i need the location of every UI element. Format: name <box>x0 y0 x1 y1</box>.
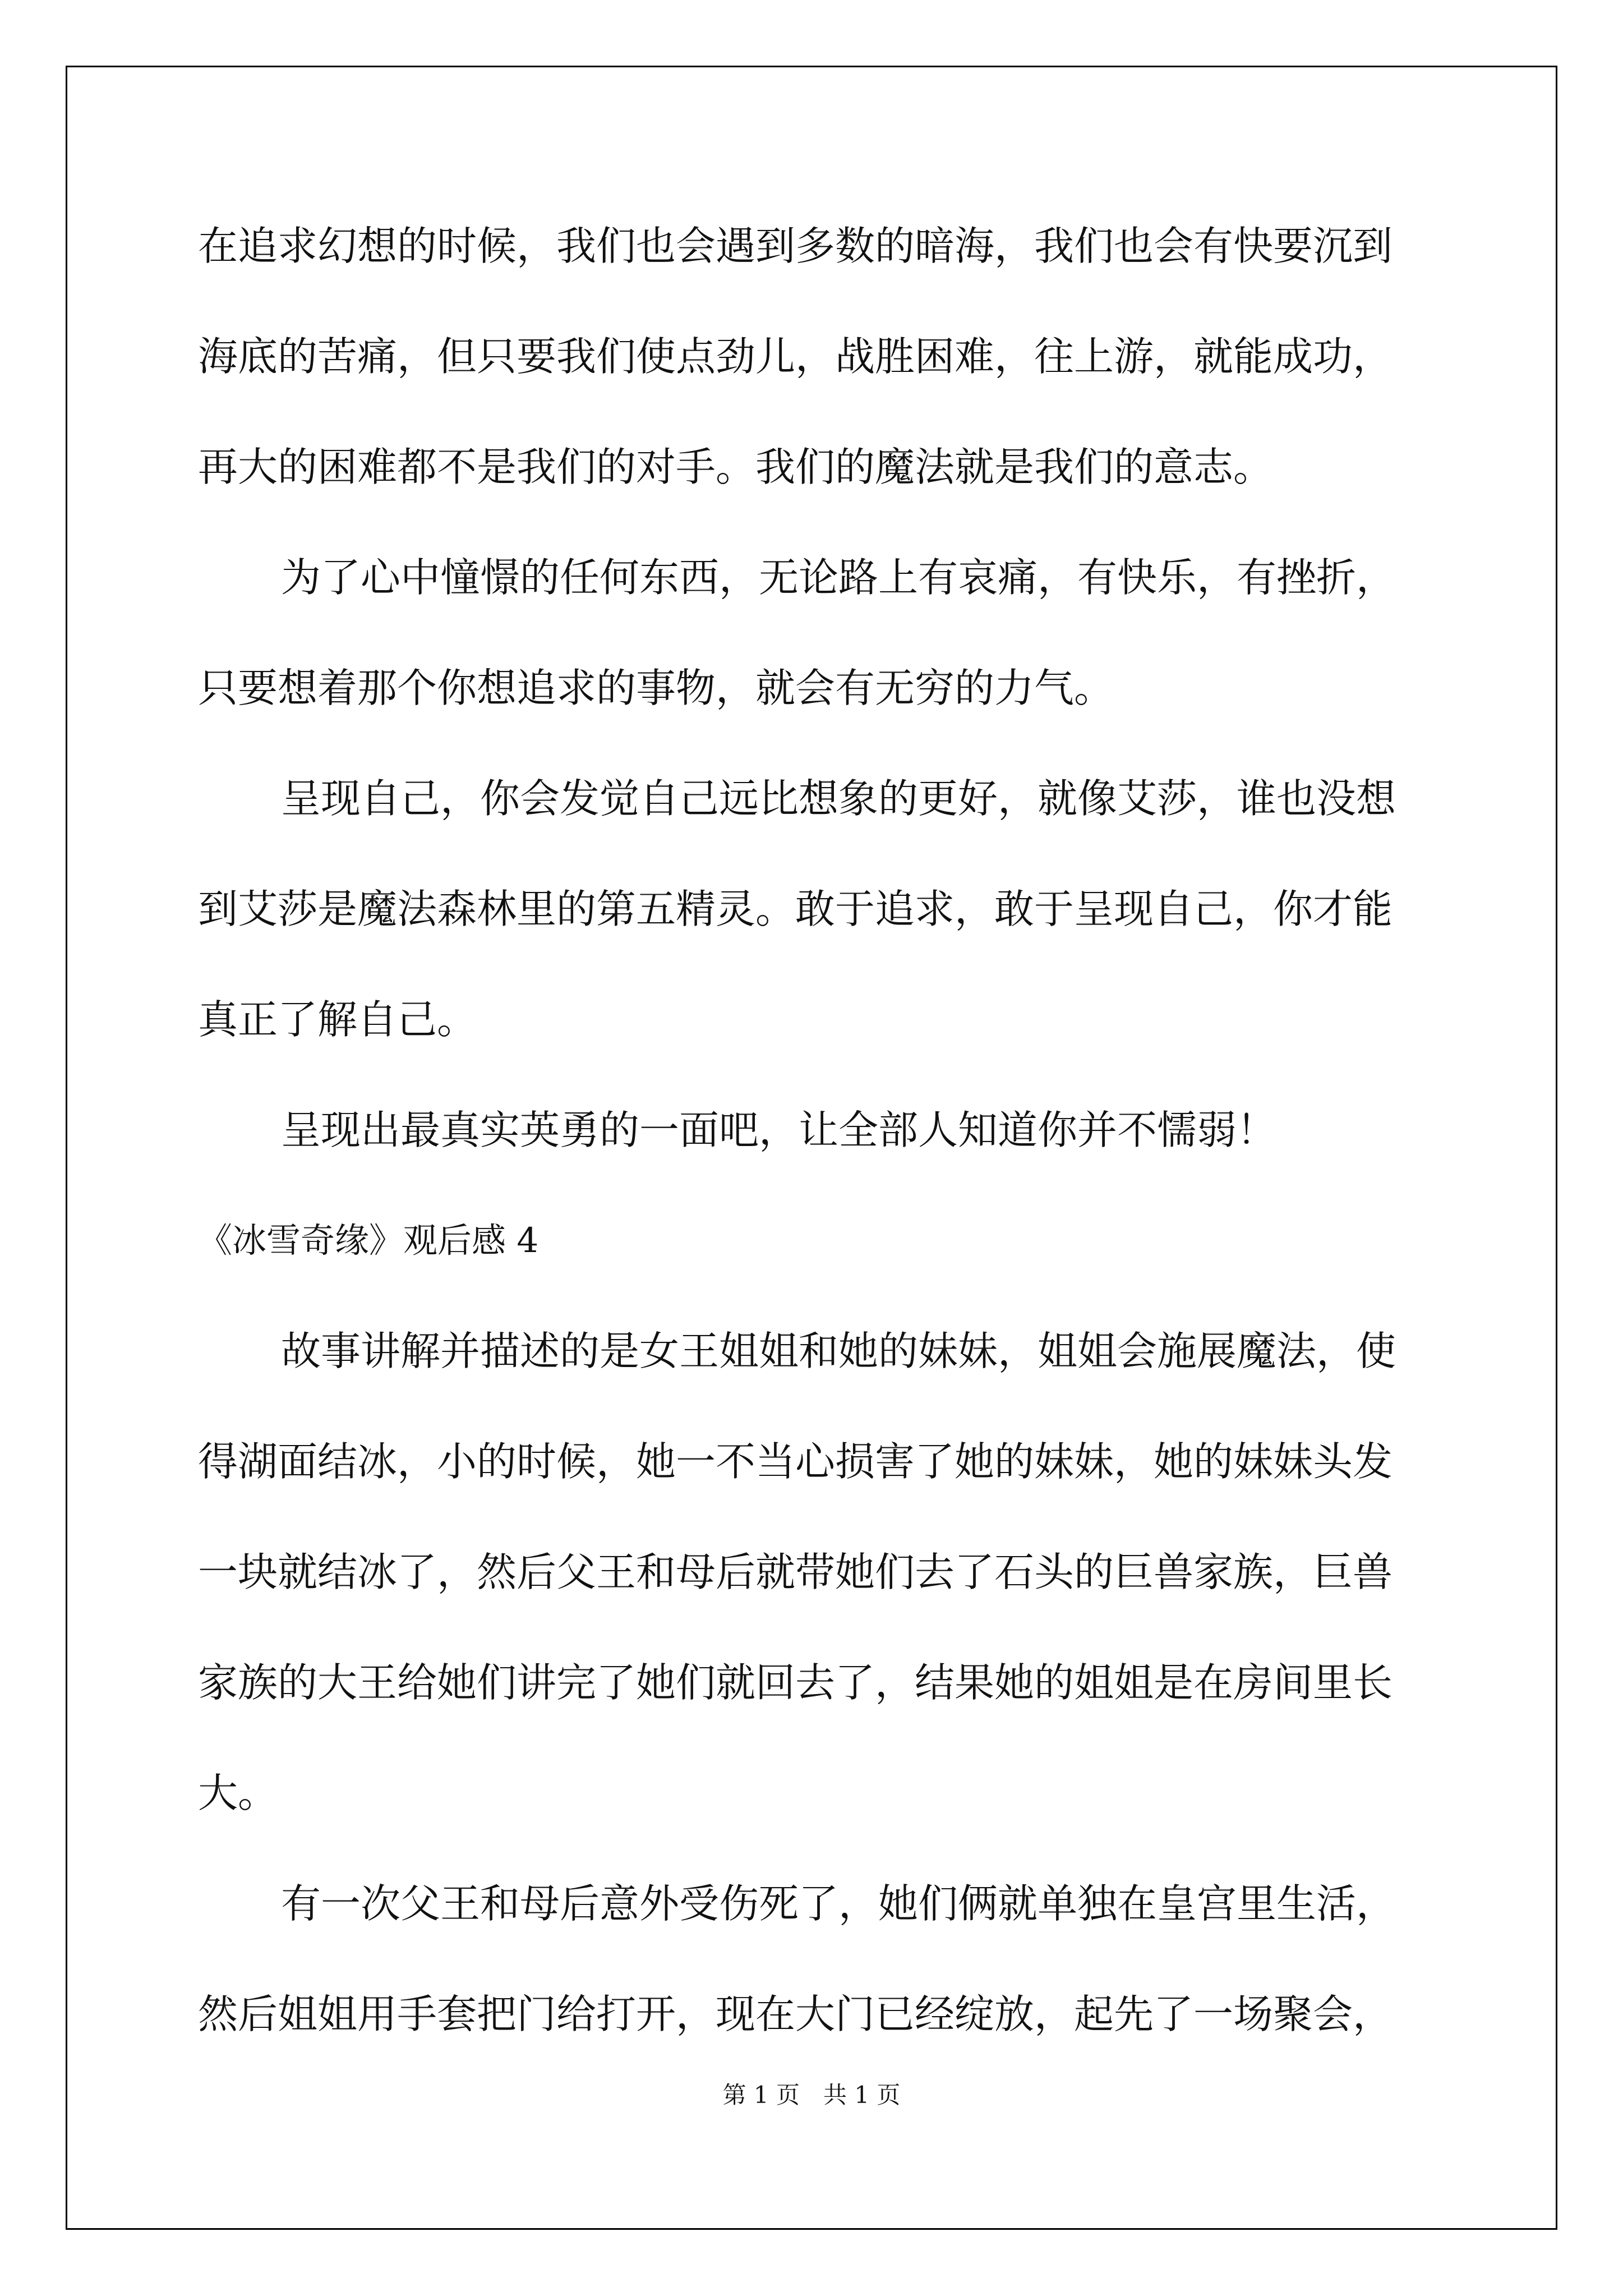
section-paragraph-1-line-3: 一块就结冰了，然后父王和母后就带她们去了石头的巨兽家族，巨兽 <box>198 1549 1393 1595</box>
section-paragraph-1-line-1: 故事讲解并描述的是女王姐姐和她的妹妹，姐姐会施展魔法，使 <box>281 1328 1396 1374</box>
section-paragraph-2-line-2: 然后姐姐用手套把门给打开，现在大门已经绽放，起先了一场聚会， <box>198 1991 1393 2037</box>
paragraph-3-line-2: 到艾莎是魔法森林里的第五精灵。敢于追求，敢于呈现自己，你才能 <box>198 886 1393 932</box>
document-body <box>198 218 1426 2096</box>
section-paragraph-2-line-1: 有一次父王和母后意外受伤死了，她们俩就单独在皇宫里生活， <box>281 1880 1396 1927</box>
paragraph-3-line-3: 真正了解自己。 <box>198 996 477 1043</box>
page-footer: 第 1 页 共 1 页 <box>722 2081 901 2109</box>
section-heading: 《冰雪奇缘》观后感 4 <box>198 1221 539 1260</box>
paragraph-1-line-2: 海底的苦痛，但只要我们使点劲儿，战胜困难，往上游，就能成功， <box>198 333 1393 380</box>
paragraph-2-line-1: 为了心中憧憬的任何东西，无论路上有哀痛，有快乐，有挫折， <box>281 554 1396 601</box>
paragraph-4-line-1: 呈现出最真实英勇的一面吧，让全部人知道你并不懦弱！ <box>281 1107 1277 1153</box>
paragraph-1-line-1: 在追求幻想的时候，我们也会遇到多数的暗海，我们也会有快要沉到 <box>198 223 1393 269</box>
section-paragraph-1-line-2: 得湖面结冰，小的时候，她一不当心损害了她的妹妹，她的妹妹头发 <box>198 1438 1393 1485</box>
section-paragraph-1-line-4: 家族的大王给她们讲完了她们就回去了，结果她的姐姐是在房间里长 <box>198 1659 1393 1706</box>
paragraph-3-line-1: 呈现自己，你会发觉自己远比想象的更好，就像艾莎，谁也没想 <box>281 775 1396 822</box>
section-paragraph-1-line-5: 大。 <box>198 1770 278 1816</box>
paragraph-2-line-2: 只要想着那个你想追求的事物，就会有无穷的力气。 <box>198 665 1114 711</box>
paragraph-1-line-3: 再大的困难都不是我们的对手。我们的魔法就是我们的意志。 <box>198 444 1274 490</box>
